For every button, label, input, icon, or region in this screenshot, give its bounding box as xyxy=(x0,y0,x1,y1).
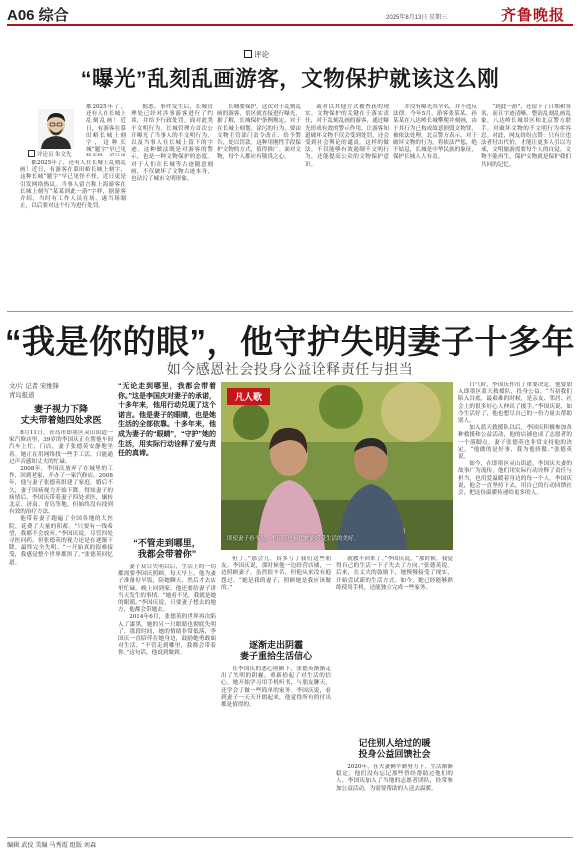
body-paragraph: 他带着妻子跑遍了全国各地的大医院，花费了大量的积蓄。“只要有一线希望，我都不会放弃。”李国庆说。尽管四处寻医问药，但张德英的视力还是在逐渐下降，最终完全失明。“一开始真的很难接受，我感觉整个世界都黑了。”张德英回忆道。 xyxy=(9,516,113,566)
subhead-1: 妻子视力下降 丈夫带着她四处求医 xyxy=(20,404,102,425)
commentary-col5 xyxy=(393,104,477,308)
body-paragraph: 口气时，李国庆作出了重要决定，他要加入即墨区蓝天救援队，投身公益。“当初我们陷入谷底，最艰难的时候，是亲友、邻居、社会上的很多好心人伸出了援手。”李国庆说，如今生活好了，他也想尽自己的一份力量去帮助别人。 xyxy=(458,382,572,425)
feature-col3 xyxy=(221,666,331,835)
feature-col1 xyxy=(9,430,113,835)
page-header xyxy=(0,0,580,22)
commentary-paragraph: 并没有曝光其全名，并不违反法律。今年5月，游客张某某、孙某某在八达岭长城攀爬并刻画，由于其行为已构成故意损毁文物罪，被依法处理。北京警方表示，对于破坏文物的行为，将依法严惩，绝不姑息，长城是中华民族的象征，保护长城人人有责。 xyxy=(393,104,477,161)
feature-col5 xyxy=(458,382,572,835)
subhead-2: “不管走到哪里， 我都会带着你” xyxy=(133,538,201,559)
commentary-paragraph: 都2025年了，还有人在长城上乱刻乱画！近日，有游客在慕田峪长城上刻字，这种长城“题字”早已见怪不怪，近日更是引发网络热议。当事人留言称上海游客在长城上刻写“某某到此一游”字样，据游客介绍，当时有工作人员在场，遂当场制止，以后要对这个行为进行处罚。 xyxy=(20,160,126,210)
commentary-kicker: 评论 xyxy=(244,49,269,60)
issue-date: 2025年8月13日 星期三 xyxy=(386,15,448,21)
author-avatar xyxy=(38,109,74,149)
byline-location: 青岛报道 xyxy=(9,392,35,399)
body-paragraph: 就教不回来了。”李国庆说。“那时候，我觉得自己的生活一下子失去了方向。”张德英说。后来，在丈夫的鼓励下，她慢慢接受了现实，开始尝试新的生活方式。如今，她已经能够熟练使用手机，还能独立完成一些家务。 xyxy=(336,556,453,591)
section-divider xyxy=(7,311,573,312)
footer-rule xyxy=(7,837,573,838)
commentary-col6 xyxy=(481,104,571,308)
author-label: 评论员 朱文先 xyxy=(28,150,72,160)
commentary-paragraph: 或者以其他方式被查获的现实，文物保护的关键在于落实责任，对于乱刻乱画的游客，通过曝光形成有效的警示作用，让游客知道破坏文物不仅会受到处罚，还会受到社会舆论的谴责。这样的做法，不仅能够有效遏制不文明行为，还能提高公众的文物保护意识。 xyxy=(305,104,389,168)
feature-photo xyxy=(221,382,453,550)
pen-square-icon xyxy=(28,150,35,157)
lead-paragraph: 8月11日，青岛市即墨区灵山街道一家汽修店里，39岁的李国庆正在帮他车间汽车上忙，门店，妻子张德英安静地坐着。她正在用网络找一些手工活，只能通过声音感知丈夫的忙碌。 xyxy=(9,430,113,465)
body-paragraph: 如今，在即墨区灵山街道，李国庆夫妻的故事广为流传，他们用实际行动诠释了责任与担当，也用爱温暖着身边的每一个人。李国庆说，他会一直坚持下去，用自己的行动回馈社会，把这份温暖传递给更多的人。 xyxy=(458,461,572,497)
kicker-square-icon xyxy=(244,50,252,58)
commentary-col1-top: 都2025年了，还有人在长城上乱刻乱画！近日，有游客在慕田峪长城上刻字，这种长城“题字”早已见 xyxy=(86,104,126,154)
feature-col4 xyxy=(336,764,453,835)
commentary-col2 xyxy=(131,104,213,308)
subhead-4: 记住别人给过的暖 投身公益回馈社会 xyxy=(358,738,431,759)
feature-col3-top xyxy=(221,556,331,636)
commentary-paragraph: “到此一游”，还留下了日期和签名，而且字迹清晰。整治乱刻乱画乱象，八达岭长城景区和北京警方联手，对破坏文物的不文明行为零容忍。对此，网友纷纷点赞：只有让违法者付出代价，才能让更多人引以为戒，文明旅游需要每个人的自觉。文物不能再生，保护文物就是保护我们共同的记忆。 xyxy=(481,104,571,168)
photo-caption: 即使妻子看不见，李国庆也希望她能感受生活的美好。 xyxy=(227,536,360,542)
feature-byline xyxy=(9,382,109,400)
column-tag: 凡人歌 xyxy=(227,388,270,405)
header-rule xyxy=(7,24,573,26)
feature-subheadline: 如今感恩社会投身公益诠释责任与担当 xyxy=(166,361,414,377)
body-paragraph: 妻子双目失明以后，生活上的一切都需要李国庆照顾。每天早上，他为妻子准备好早饭，陪她聊天，然后才去店里忙碌。晚上回到家，他还要给妻子讲当天发生的事情。“她看不见，我就是她的眼睛。”李国庆说，只要妻子想去的地方，他都会带她去。 xyxy=(118,564,216,614)
commentary-paragraph: 长城要保护。这次对于乱刻乱画的游客，景区就直接进行曝光，据了解，长城保护条例规定，对于在长城上刻划、涂污的行为，要由文物主管部门责令改正、给予警告，处以罚款。这种用刚性手段保护文物的方式，值得推广。面对文物，每个人都应有敬畏之心。 xyxy=(217,104,301,161)
feature-headline: “我是你的眼”，他守护失明妻子十多年 xyxy=(5,323,575,360)
body-paragraph: 2014年6月，张德英的世界再次陷入了漆黑，她的另一只眼睛也彻底失明了。那段时间，她的情绪非常低落，李国庆一直陪伴在她身边，鼓励她勇敢面对生活。“不管走到哪里，我都会带着你。”这句话，他说到做到。 xyxy=(118,614,216,657)
commentary-col3 xyxy=(217,104,301,308)
byline-reporter: 文/片 记者 宋维锋 xyxy=(9,383,60,390)
editor-credits: 编辑 武佼 美编 马秀霞 组版 刘森 xyxy=(7,842,97,849)
masthead-logo: 齐鲁晚报 xyxy=(501,6,566,24)
body-paragraph: 2020年，在夫妻俩辛勤努力下，生活渐渐稳定，他们没有忘记那些曾经帮助过他们的人。李国庆加入了当地的志愿者团队，经常参加公益活动，为需要帮助的人送去温暖。 xyxy=(336,764,453,792)
commentary-headline: “曝光”乱刻乱画游客，文物保护就该这么刚 xyxy=(80,67,500,91)
subhead-3: 逐渐走出阴霾 妻子重拾生活信心 xyxy=(239,640,312,661)
commentary-col1 xyxy=(20,160,126,308)
commentary-paragraph: 据悉，事件发生后，长城管理处已经对涉事游客进行了约谈，并给予行政处罚。面对此类不文明行为，长城管理方首次公开曝光了当事人的不文明行为，以及当事人在长城上留下的字迹。这种做法既是对游客的警示，也是一种文物保护的态度。对于人们在长城等古迹随意刻画，不仅破坏了文物古迹本身，也玷污了城市文明形象。 xyxy=(131,104,213,183)
pull-quote: “无论走到哪里，我都会带着你。”这是李国庆对妻子的承诺，十多年来，他用行动兑现了这个诺言。他是妻子的眼睛，也是她生活的全部依靠。十多年来，他成为妻子的“眼睛”，“守护”她的生活，用实际行动诠释了爱与责任的真谛。 xyxy=(118,383,216,458)
feature-col4-top xyxy=(336,556,453,734)
body-paragraph: 但了。”那会儿，真多亏了我们这些朋友。李国庆说，那时候他一边经营店铺，一边照顾妻子，虽然很辛苦，但他从来没有抱怨过。“她是我的妻子，照顾她是我应该做的。” xyxy=(221,556,331,591)
body-paragraph: 加入蓝天救援队以后，李国庆积极参加各种救援和公益活动，他的店铺也成了志愿者的一个落脚点。妻子张德英也非常支持他的决定，“他做的是好事，我为他骄傲。”张德英说。 xyxy=(458,425,572,461)
commentary-col4 xyxy=(305,104,389,308)
feature-col2 xyxy=(118,564,216,835)
body-paragraph: 2008年，李国庆放弃了在城里的工作，回到老家，开办了一家汽修店。2008年，他与妻子张德英组建了家庭，婚后不久，妻子因病视力开始下降。得知妻子的病情后，李国庆带着妻子四处求医，辗转北京、济南、青岛等地，但始终没有找到有效的治疗方法。 xyxy=(9,466,113,516)
body-paragraph: 在李国庆的悉心照顾下，张德英渐渐走出了失明的阴霾，重新拾起了对生活的信心。她开始学习用手机听书、与朋友聊天，还学会了做一些简单的家务。李国庆说，看到妻子一天天开朗起来，他觉得所有的付出都是值得的。 xyxy=(221,666,331,709)
section-label: A06 综合 xyxy=(7,7,69,24)
